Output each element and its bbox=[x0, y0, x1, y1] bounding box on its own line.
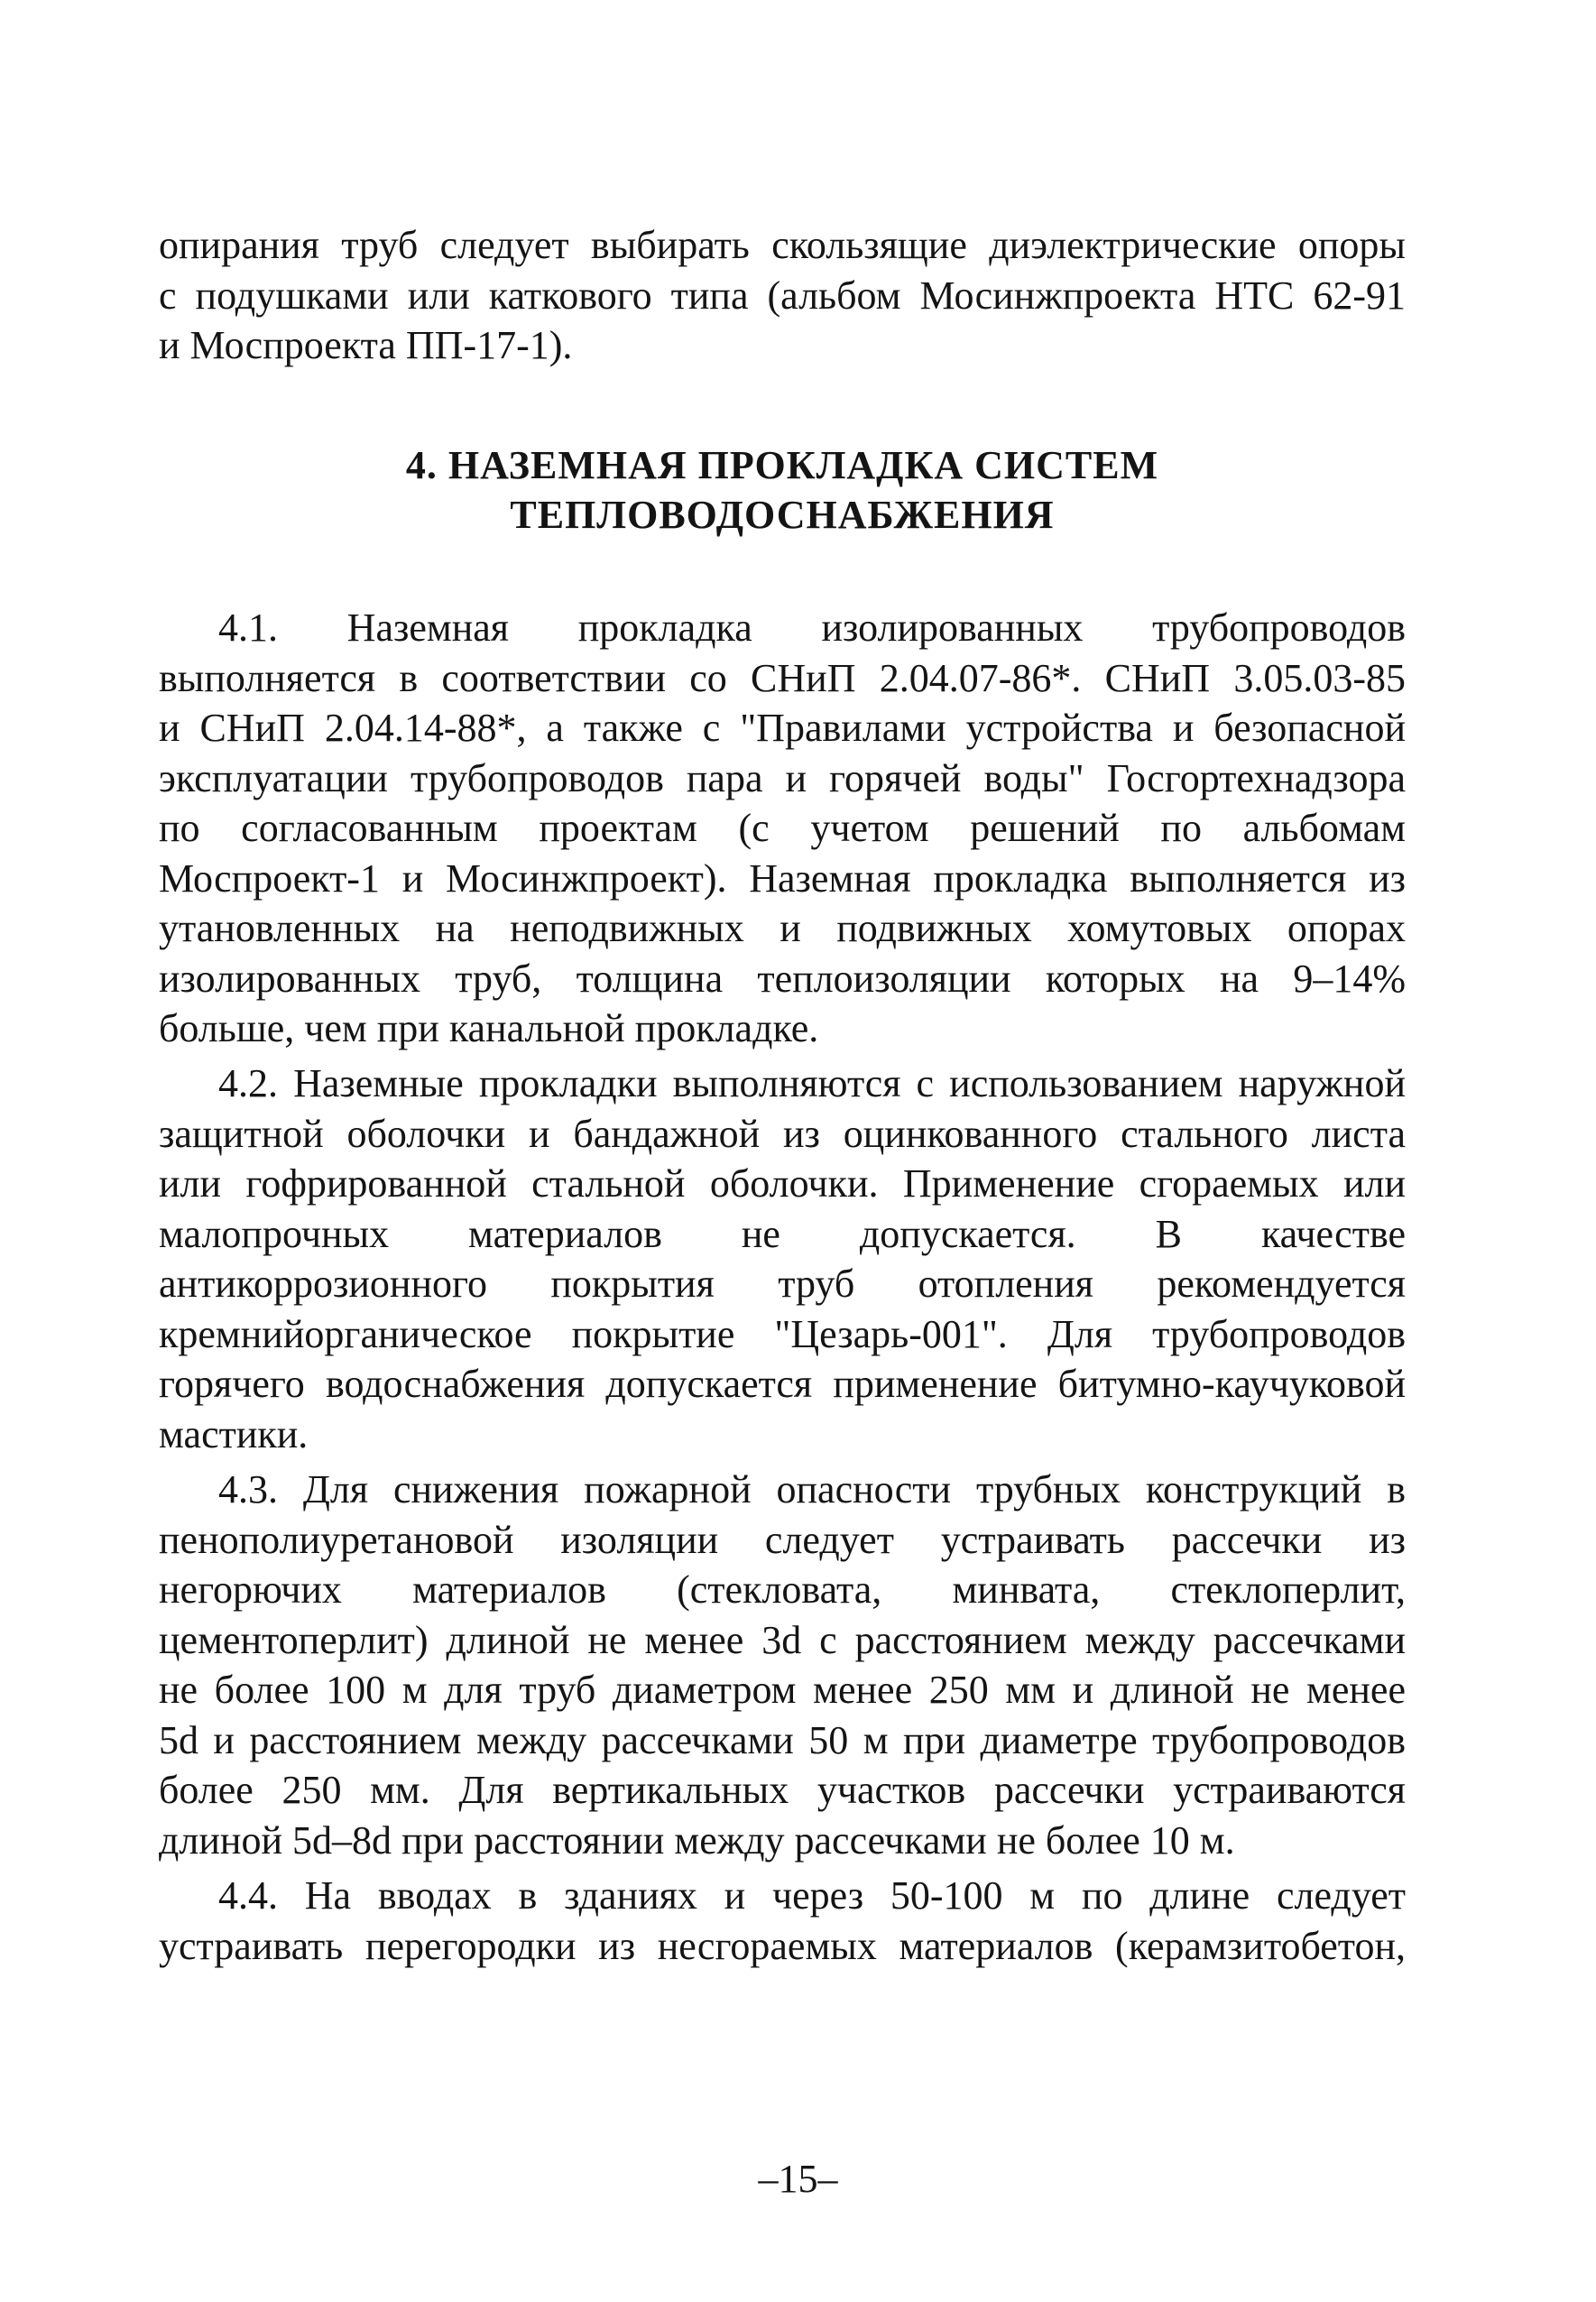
text-line: устраивать перегородки из несгораемых материалов (керамзитобетон, bbox=[159, 1923, 1406, 1968]
text-line: эксплуатации трубопроводов пара и горячей воды" Госгортехнадзора bbox=[159, 755, 1406, 800]
text-line: и Моспроекта ПП-17-1). bbox=[159, 323, 573, 367]
text-line: изолированных труб, толщина теплоизоляции которых на 9–14% bbox=[159, 956, 1406, 1001]
paragraph-4-2 bbox=[159, 1059, 1406, 1459]
text-line: 5d и расстоянием между рассечками 50 м при диаметре трубопроводов bbox=[159, 1717, 1406, 1762]
paragraph-4-1 bbox=[159, 603, 1406, 1054]
text-line: негорючих материалов (стекловата, минвата, стеклоперлит, bbox=[159, 1567, 1406, 1612]
section-heading bbox=[159, 440, 1406, 540]
text-line: малопрочных материалов не допускается. В качестве bbox=[159, 1211, 1406, 1256]
text-line: длиной 5d–8d при расстоянии между рассечками не более 10 м. bbox=[159, 1817, 1235, 1863]
intro-paragraph bbox=[159, 220, 1406, 371]
text-line: больше, чем при канальной прокладке. bbox=[159, 1006, 819, 1050]
text-line: мастики. bbox=[159, 1411, 309, 1456]
text-line: и СНиП 2.04.14-88*, а также с "Правилами устройства и безопасной bbox=[159, 706, 1406, 750]
text-line: по согласованным проектам (с учетом решений по альбомам bbox=[159, 806, 1406, 850]
page-number: –15– bbox=[758, 2157, 838, 2201]
text-line: защитной оболочки и бандажной из оцинкованного стального листа bbox=[159, 1111, 1406, 1156]
text-line: 4.4. На вводах в зданиях и через 50-100 м по длине следует bbox=[218, 1873, 1406, 1918]
text-line: более 250 мм. Для вертикальных участков рассечки устраиваются bbox=[159, 1768, 1406, 1812]
text-line: опирания труб следует выбирать скользящие диэлектрические опоры bbox=[159, 223, 1406, 267]
paragraph-4-4 bbox=[159, 1871, 1406, 1971]
heading-line: 4. НАЗЕМНАЯ ПРОКЛАДКА СИСТЕМ bbox=[405, 443, 1159, 487]
text-line: кремнийорганическое покрытие "Цезарь-001". Для трубопроводов bbox=[159, 1311, 1406, 1356]
paragraph-4-3 bbox=[159, 1465, 1406, 1865]
text-line: горячего водоснабжения допускается применение битумно-каучуковой bbox=[159, 1362, 1406, 1406]
text-line: утановленных на неподвижных и подвижных хомутовых опорах bbox=[159, 906, 1406, 950]
text-line: 4.1. Наземная прокладка изолированных трубопроводов bbox=[218, 606, 1406, 650]
text-line: 4.3. Для снижения пожарной опасности трубных конструкций в bbox=[218, 1467, 1406, 1512]
heading-line: ТЕПЛОВОДОСНАБЖЕНИЯ bbox=[510, 493, 1055, 537]
text-line: выполняется в соответствии со СНиП 2.04.07-86*. СНиП 3.05.03-85 bbox=[159, 655, 1406, 700]
text-line: пенополиуретановой изоляции следует устраивать рассечки из bbox=[159, 1517, 1406, 1562]
text-line: цементоперлит) длиной не менее 3d с расстоянием между рассечками bbox=[159, 1617, 1406, 1662]
text-line: не более 100 м для труб диаметром менее 250 мм и длиной не менее bbox=[159, 1668, 1406, 1712]
text-line: Моспроект-1 и Мосинжпроект). Наземная прокладка выполняется из bbox=[159, 855, 1406, 901]
text-line: с подушками или каткового типа (альбом Мосинжпроекта НТС 62-91 bbox=[159, 273, 1406, 318]
text-line: 4.2. Наземные прокладки выполняются с использованием наружной bbox=[218, 1061, 1406, 1105]
text-line: или гофрированной стальной оболочки. Применение сгораемых или bbox=[159, 1161, 1406, 1206]
text-line: антикоррозионного покрытия труб отопления рекомендуется bbox=[159, 1262, 1406, 1306]
